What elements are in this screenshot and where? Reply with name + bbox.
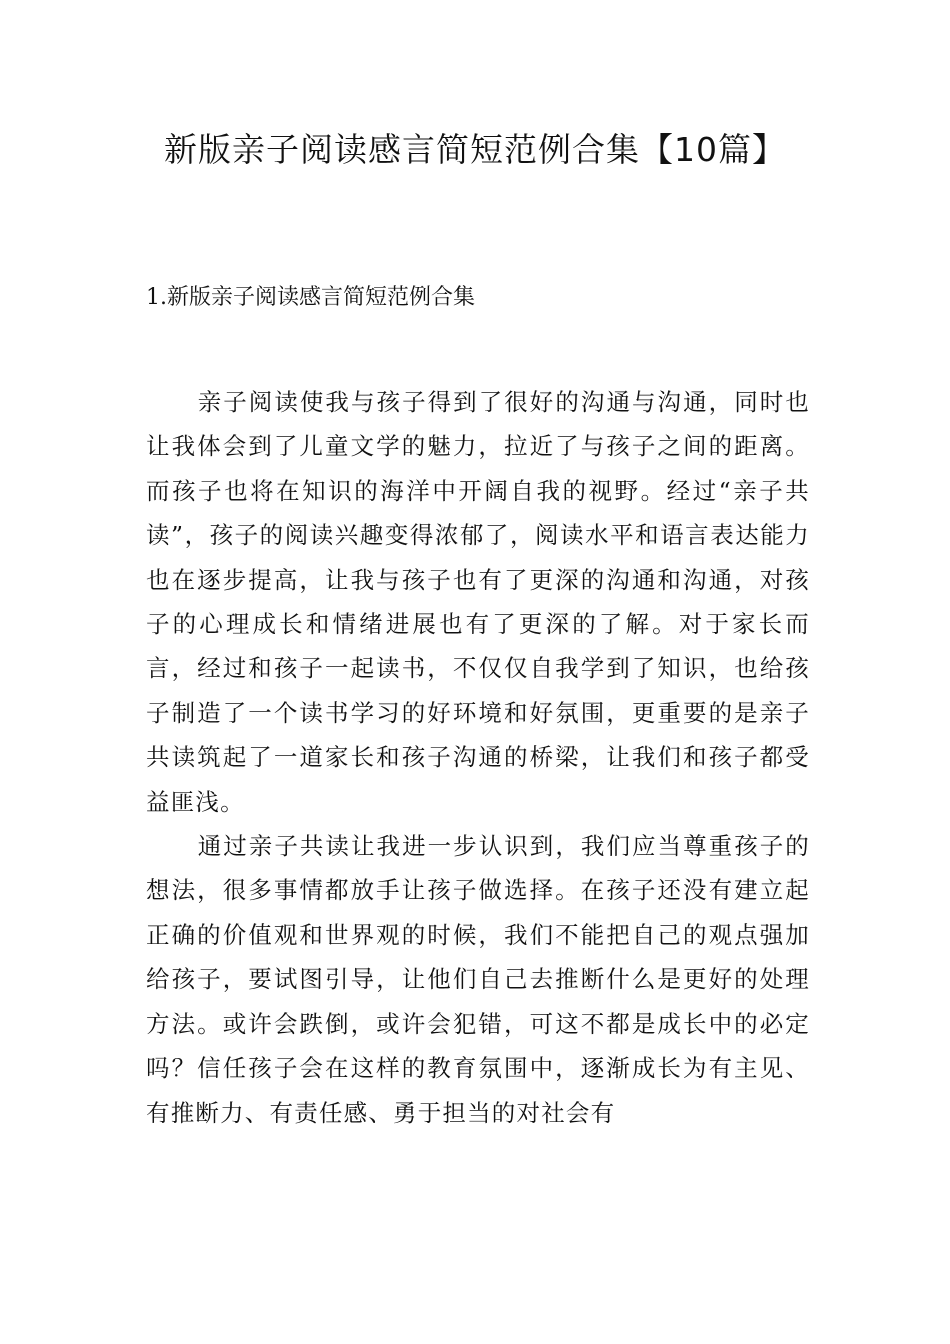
body-paragraph-2: 通过亲子共读让我进一步认识到，我们应当尊重孩子的想法，很多事情都放手让孩子做选择。在孩子还没有建立起正确的价值观和世界观的时候，我们不能把自己的观点强加给孩子，要试图引导，让他们自己去推断什么是更好的处理方法。或许会跌倒，或许会犯错，可这不都是成长中的必定吗？信任孩子会在这样的教育氛围中，逐渐成长为有主见、有推断力、有责任感、勇于担当的对社会有: [146, 832, 810, 1127]
document-title: 新版亲子阅读感言简短范例合集【10篇】: [164, 130, 786, 169]
body-paragraph-1: 亲子阅读使我与孩子得到了很好的沟通与沟通，同时也让我体会到了儿童文学的魅力，拉近了与孩子之间的距离。而孩子也将在知识的海洋中开阔自我的视野。经过“亲子共读”，孩子的阅读兴趣变得浓郁了，阅读水平和语言表达能力也在逐步提高，让我与孩子也有了更深的沟通和沟通，对孩子的心理成长和情绪进展也有了更深的了解。对于家长而言，经过和孩子一起读书，不仅仅自我学到了知识，也给孩子制造了一个读书学习的好环境和好氛围，更重要的是亲子共读筑起了一道家长和孩子沟通的桥梁，让我们和孩子都受益匪浅。: [146, 388, 810, 816]
section-heading: 1.新版亲子阅读感言简短范例合集: [146, 285, 475, 310]
document-body: [146, 380, 810, 1135]
